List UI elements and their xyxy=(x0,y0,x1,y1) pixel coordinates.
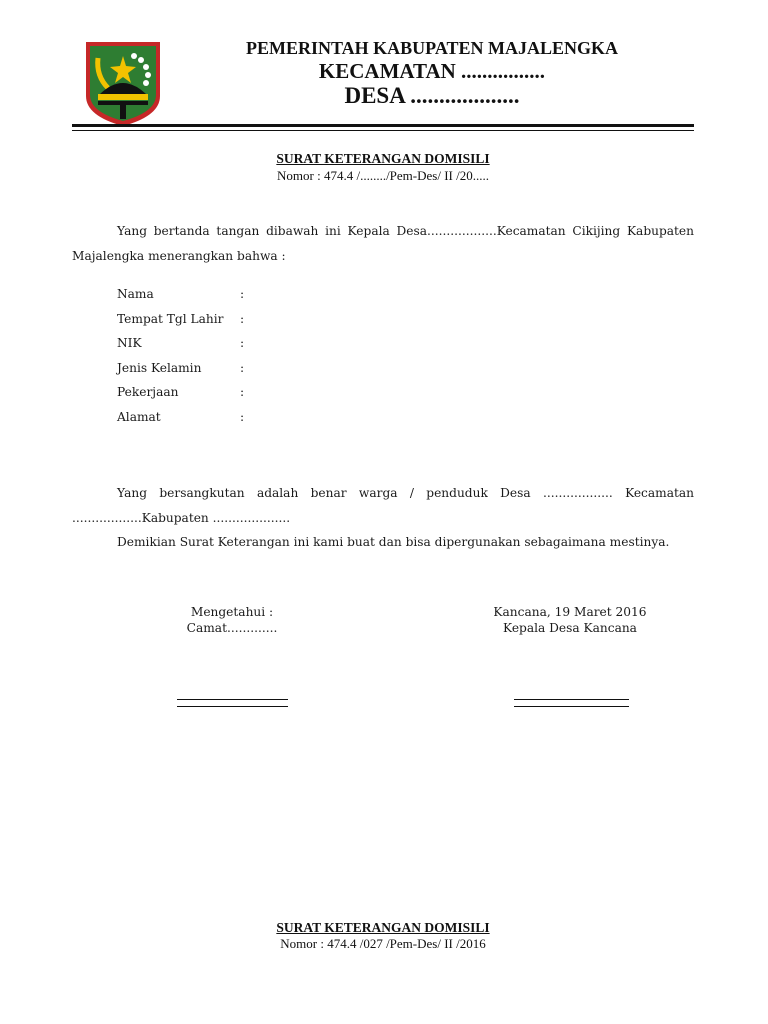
signature-left-title: Camat............. xyxy=(186,621,278,635)
second-letter-number: Nomor : 474.4 /027 /Pem-Des/ II /2016 xyxy=(280,936,486,951)
field-colon: : xyxy=(240,385,245,399)
signature-right-underline xyxy=(514,706,629,707)
field-label-tempat-tgl-lahir: Tempat Tgl Lahir xyxy=(117,312,224,326)
letter-title: SURAT KETERANGAN DOMISILI xyxy=(276,151,490,166)
signature-right-line xyxy=(514,699,629,700)
signature-right-place-date: Kancana, 19 Maret 2016 xyxy=(493,605,647,619)
second-letter-title: SURAT KETERANGAN DOMISILI xyxy=(276,920,490,935)
field-colon: : xyxy=(240,312,245,326)
field-label-pekerjaan: Pekerjaan xyxy=(117,385,179,399)
statement-paragraph: Yang bersangkutan adalah benar warga / penduduk Desa .................. Kecamatan ..................Kabupaten .................... xyxy=(72,486,694,525)
letter-number: Nomor : 474.4 /......../Pem-Des/ II /20..... xyxy=(277,168,489,183)
field-colon: : xyxy=(240,361,245,375)
header-divider-thin xyxy=(72,130,694,131)
header-district: KECAMATAN ................ xyxy=(318,59,546,83)
signature-right-title: Kepala Desa Kancana xyxy=(503,621,637,635)
field-colon: : xyxy=(240,336,245,350)
header-divider-thick xyxy=(72,124,694,127)
signature-left-caption: Mengetahui : xyxy=(190,605,274,619)
signature-left-line xyxy=(177,699,288,700)
signature-left-underline xyxy=(177,706,288,707)
opening-paragraph: Yang bertanda tangan dibawah ini Kepala Desa..................Kecamatan Cikijing Kabupaten Majalengka menerangkan bahwa : xyxy=(72,224,694,263)
field-label-jenis-kelamin: Jenis Kelamin xyxy=(117,361,202,375)
field-label-alamat: Alamat xyxy=(117,410,161,424)
field-colon: : xyxy=(240,410,245,424)
closing-paragraph: Demikian Surat Keterangan ini kami buat dan bisa dipergunakan sebagaimana mestinya. xyxy=(117,535,670,549)
field-label-nama: Nama xyxy=(117,287,154,301)
header-village: DESA ................... xyxy=(344,83,520,108)
header-government-name: PEMERINTAH KABUPATEN MAJALENGKA xyxy=(245,38,618,58)
field-colon: : xyxy=(240,287,245,301)
field-label-nik: NIK xyxy=(117,336,142,350)
